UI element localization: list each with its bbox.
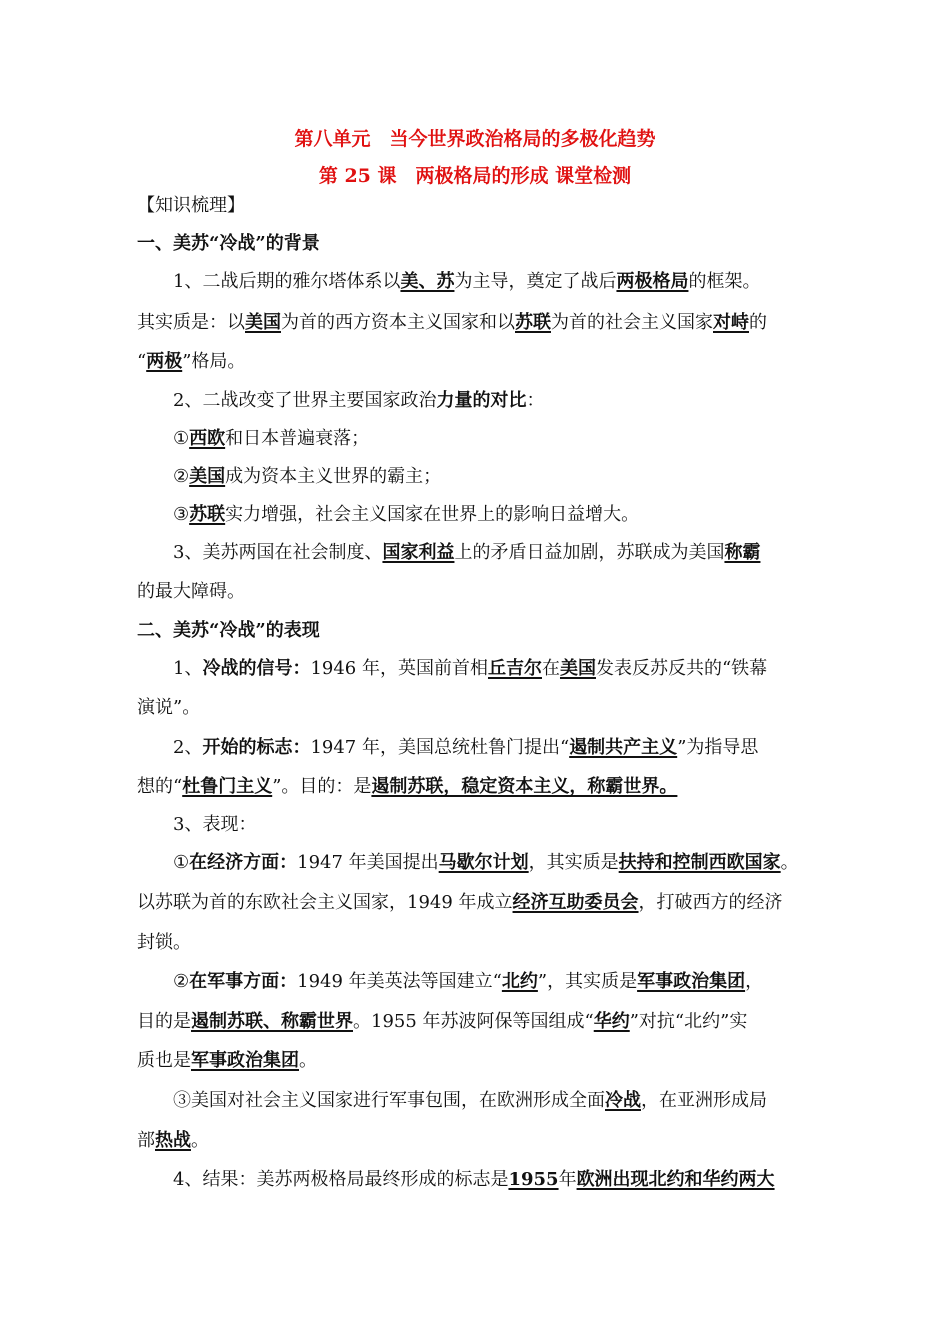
- text-span: 目的是: [137, 1011, 191, 1032]
- paragraph-line: [173, 1168, 863, 1192]
- paragraph-line: [137, 1010, 827, 1034]
- paragraph-line: [173, 657, 863, 681]
- list-item: [173, 1089, 863, 1113]
- blank-answer: 西欧: [189, 428, 226, 449]
- text-span: 其实质是：以: [137, 312, 245, 333]
- text-span: ③: [173, 504, 190, 525]
- text-span: ”格局。: [182, 351, 246, 372]
- text-span: ”为指导思: [677, 737, 759, 758]
- blank-answer: 欧洲出现北约和华约两大: [576, 1169, 775, 1190]
- text-span: ③美国对社会主义国家进行军事包围，在欧洲形成全面: [173, 1090, 605, 1111]
- section-knowledge: [137, 194, 827, 218]
- blank-answer: 冷战: [605, 1090, 641, 1111]
- text-span: ”。目的：是: [272, 776, 372, 797]
- text-span: 。: [299, 1050, 317, 1071]
- paragraph-line: [137, 1129, 827, 1153]
- text-span: 冷战的信号：: [202, 658, 311, 679]
- text-span: 演说”。: [137, 697, 201, 718]
- blank-answer: 苏联: [189, 504, 226, 525]
- text-span: ”对抗“北约”实: [629, 1011, 748, 1032]
- text-span: 开始的标志：: [202, 737, 311, 758]
- text-span: 和日本普遍衰落；: [225, 428, 370, 449]
- text-span: 3、美苏两国在社会制度、: [173, 542, 383, 563]
- text-span: ：: [526, 390, 545, 411]
- paragraph-line: [137, 1049, 827, 1073]
- text-span: 的: [749, 312, 767, 333]
- text-span: 成为资本主义世界的霸主；: [225, 466, 442, 487]
- text-span: 2、: [173, 737, 203, 758]
- blank-answer: 杜鲁门主义: [182, 776, 273, 797]
- blank-answer: 美、苏: [400, 271, 455, 292]
- paragraph-line: [137, 931, 827, 955]
- list-item: [173, 851, 863, 875]
- blank-answer: 称霸: [724, 542, 761, 563]
- text-span: 1947 年，美国总统杜鲁门提出“: [310, 737, 570, 758]
- text-span: 年: [558, 1169, 577, 1190]
- text-span: 1947 年美国提出: [297, 852, 439, 873]
- text-span: ①: [173, 852, 190, 873]
- text-span: 质也是: [137, 1050, 191, 1071]
- text-span: 封锁。: [137, 932, 191, 953]
- text-span: ，在亚洲形成局: [641, 1090, 767, 1111]
- text-span: ，其实质是: [528, 852, 619, 873]
- blank-answer: 经济互助委员会: [512, 892, 639, 913]
- paragraph-line: [137, 696, 827, 720]
- blank-answer: 1955: [508, 1169, 559, 1190]
- blank-answer: 国家利益: [382, 542, 455, 563]
- text-span: 在: [541, 658, 560, 679]
- text-span: 为首的社会主义国家: [551, 312, 713, 333]
- unit-title: 第八单元 当今世界政治格局的多极化趋势: [294, 128, 656, 150]
- text-span: 以苏联为首的东欧社会主义国家，1949 年成立: [137, 892, 513, 913]
- list-item: [173, 465, 863, 489]
- blank-answer: 军事政治集团: [637, 971, 746, 992]
- blank-answer: 美国: [245, 312, 281, 333]
- text-span: 1、: [173, 658, 203, 679]
- text-span: 1、二战后期的雅尔塔体系以: [173, 271, 401, 292]
- text-span: 在经济方面：: [189, 852, 298, 873]
- text-span: 一、美苏“冷战”的背景: [137, 233, 320, 254]
- blank-answer: 马歇尔计划: [438, 852, 529, 873]
- text-span: 1946 年，英国前首相: [310, 658, 488, 679]
- paragraph-line: [137, 775, 827, 799]
- blank-answer: 华约: [593, 1011, 630, 1032]
- blank-answer: 美国: [559, 658, 596, 679]
- blank-answer: 丘吉尔: [487, 658, 542, 679]
- text-span: ①: [173, 428, 190, 449]
- paragraph-line: [137, 580, 827, 604]
- blank-answer: 苏联: [515, 312, 551, 333]
- text-span: 。: [780, 852, 799, 873]
- blank-answer: 遏制共产主义: [569, 737, 678, 758]
- text-span: 实力增强，社会主义国家在世界上的影响日益增大。: [225, 504, 640, 525]
- text-span: 。: [191, 1130, 209, 1151]
- text-span: “: [137, 351, 147, 372]
- blank-answer: 遏制苏联、称霸世界: [191, 1011, 353, 1032]
- paragraph-line: [173, 813, 863, 837]
- paragraph-line: [137, 350, 827, 374]
- paragraph-line: [137, 311, 827, 335]
- text-span: 想的“: [137, 776, 183, 797]
- text-span: 部: [137, 1130, 155, 1151]
- text-span: ，: [745, 971, 764, 992]
- text-span: 发表反苏反共的“铁幕: [595, 658, 768, 679]
- blank-answer: 扶持和控制西欧国家: [618, 852, 781, 873]
- list-item: [173, 970, 863, 994]
- blank-answer: 北约: [501, 971, 538, 992]
- text-span: ②: [173, 466, 190, 487]
- text-span: 的最大障碍。: [137, 581, 245, 602]
- paragraph-line: [137, 891, 827, 915]
- text-span: 【知识梳理】: [137, 195, 245, 216]
- blank-answer: 军事政治集团: [191, 1050, 299, 1071]
- paragraph-line: [173, 541, 863, 565]
- text-span: 为首的西方资本主义国家和以: [281, 312, 515, 333]
- blank-answer: 遏制苏联，稳定资本主义，称霸世界。: [371, 776, 678, 797]
- list-item: [173, 503, 863, 527]
- text-span: 力量的对比: [436, 390, 527, 411]
- text-span: ，打破西方的经济: [638, 892, 783, 913]
- blank-answer: 两极: [146, 351, 183, 372]
- text-span: ②: [173, 971, 190, 992]
- blank-answer: 美国: [189, 466, 226, 487]
- lesson-title: 第 25 课 两极格局的形成 课堂检测: [318, 165, 632, 187]
- text-span: 上的矛盾日益加剧，苏联成为美国: [454, 542, 725, 563]
- text-span: 在军事方面：: [189, 971, 298, 992]
- paragraph-line: [173, 736, 863, 760]
- blank-answer: 两极格局: [616, 271, 689, 292]
- list-item: [173, 427, 863, 451]
- blank-answer: 对峙: [713, 312, 749, 333]
- text-span: 的框架。: [688, 271, 761, 292]
- paragraph-line: [173, 389, 863, 413]
- text-span: 1949 年美英法等国建立“: [297, 971, 502, 992]
- text-span: 二、美苏“冷战”的表现: [137, 620, 320, 641]
- text-span: 。1955 年苏波阿保等国组成“: [353, 1011, 594, 1032]
- text-span: 2、二战改变了世界主要国家政治: [173, 390, 437, 411]
- text-span: 为主导，奠定了战后: [454, 271, 617, 292]
- text-span: 3、表现：: [173, 814, 257, 835]
- text-span: 4、结果：美苏两极格局最终形成的标志是: [173, 1169, 509, 1190]
- blank-answer: 热战: [155, 1130, 191, 1151]
- heading-manifestation: [137, 619, 827, 643]
- paragraph-line: [173, 270, 863, 294]
- text-span: ”，其实质是: [537, 971, 638, 992]
- heading-background: [137, 232, 827, 256]
